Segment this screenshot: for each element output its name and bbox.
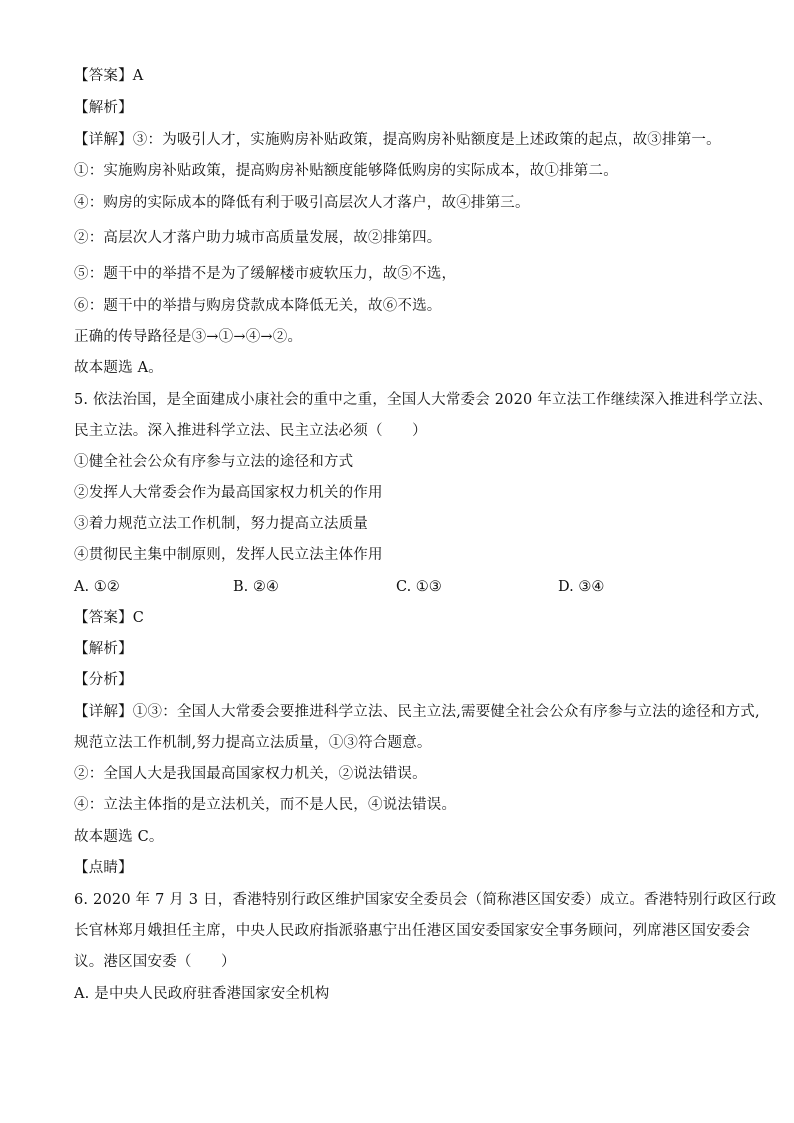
question-5-statement: ③着力规范立法工作机制，努力提高立法质量: [74, 516, 368, 532]
question-5-stem: 民主立法。深入推进科学立法、民主立法必须（ ）: [74, 423, 427, 439]
detail-line: ④：立法主体指的是立法机关，而不是人民，④说法错误。: [74, 797, 457, 813]
detail-line: ①：实施购房补贴政策，提高购房补贴额度能够降低购房的实际成本，故①排第二。: [74, 163, 618, 179]
detail-line: ⑤：题干中的举措不是为了缓解楼市疲软压力，故⑤不选，: [74, 266, 457, 282]
question-6-stem: 长官林郑月娥担任主席，中央人民政府指派骆惠宁出任港区国安委国家安全事务顾问，列席港区国安委会: [74, 923, 751, 939]
question-6-stem: 6. 2020 年 7 月 3 日，香港特别行政区维护国家安全委员会（简称港区国安委）成立。香港特别行政区行政: [74, 892, 777, 908]
question-5-statement: ②发挥人大常委会作为最高国家权力机关的作用: [74, 485, 383, 501]
detail-line: 规范立法工作机制,努力提高立法质量，①③符合题意。: [74, 735, 432, 751]
question-5-statement: ④贯彻民主集中制原则，发挥人民立法主体作用: [74, 547, 383, 563]
option-a: A. ①②: [74, 579, 120, 595]
conclusion-line: 故本题选 C。: [74, 829, 164, 845]
answer-label-q4: 【答案】A: [74, 68, 144, 84]
analysis-label-q4: 【解析】: [74, 100, 133, 116]
dianjing-label-q5: 【点睛】: [74, 860, 133, 876]
question-5-stem: 5. 依法治国，是全面建成小康社会的重中之重，全国人大常委会 2020 年立法工作继续深入推进科学立法、: [74, 392, 773, 408]
question-6-stem: 议。港区国安委（ ）: [74, 954, 236, 970]
detail-line: ⑥：题干中的举措与购房贷款成本降低无关，故⑥不选。: [74, 298, 442, 314]
analysis-label-q5: 【解析】: [74, 641, 133, 657]
conclusion-line: 故本题选 A。: [74, 360, 163, 376]
option-c: C. ①③: [396, 579, 442, 595]
detail-line: 正确的传导路径是③→①→④→②。: [74, 329, 303, 345]
detail-line: 【详解】①③：全国人大常委会要推进科学立法、民主立法,需要健全社会公众有序参与立法的途径和方式,: [74, 704, 760, 720]
option-b: B. ②④: [233, 579, 279, 595]
detail-line: ②：高层次人才落户助力城市高质量发展，故②排第四。: [74, 230, 442, 246]
option-d: D. ③④: [558, 579, 605, 595]
question-6-option-a: A. 是中央人民政府驻香港国家安全机构: [74, 986, 330, 1002]
detail-line: ④：购房的实际成本的降低有利于吸引高层次人才落户，故④排第三。: [74, 195, 530, 211]
answer-label-q5: 【答案】C: [74, 610, 145, 626]
detail-line: 【详解】③：为吸引人才，实施购房补贴政策，提高购房补贴额度是上述政策的起点，故③排第一。: [74, 132, 721, 148]
detail-line: ②：全国人大是我国最高国家权力机关，②说法错误。: [74, 766, 427, 782]
fenxi-label-q5: 【分析】: [74, 672, 133, 688]
question-5-statement: ①健全社会公众有序参与立法的途径和方式: [74, 454, 354, 470]
